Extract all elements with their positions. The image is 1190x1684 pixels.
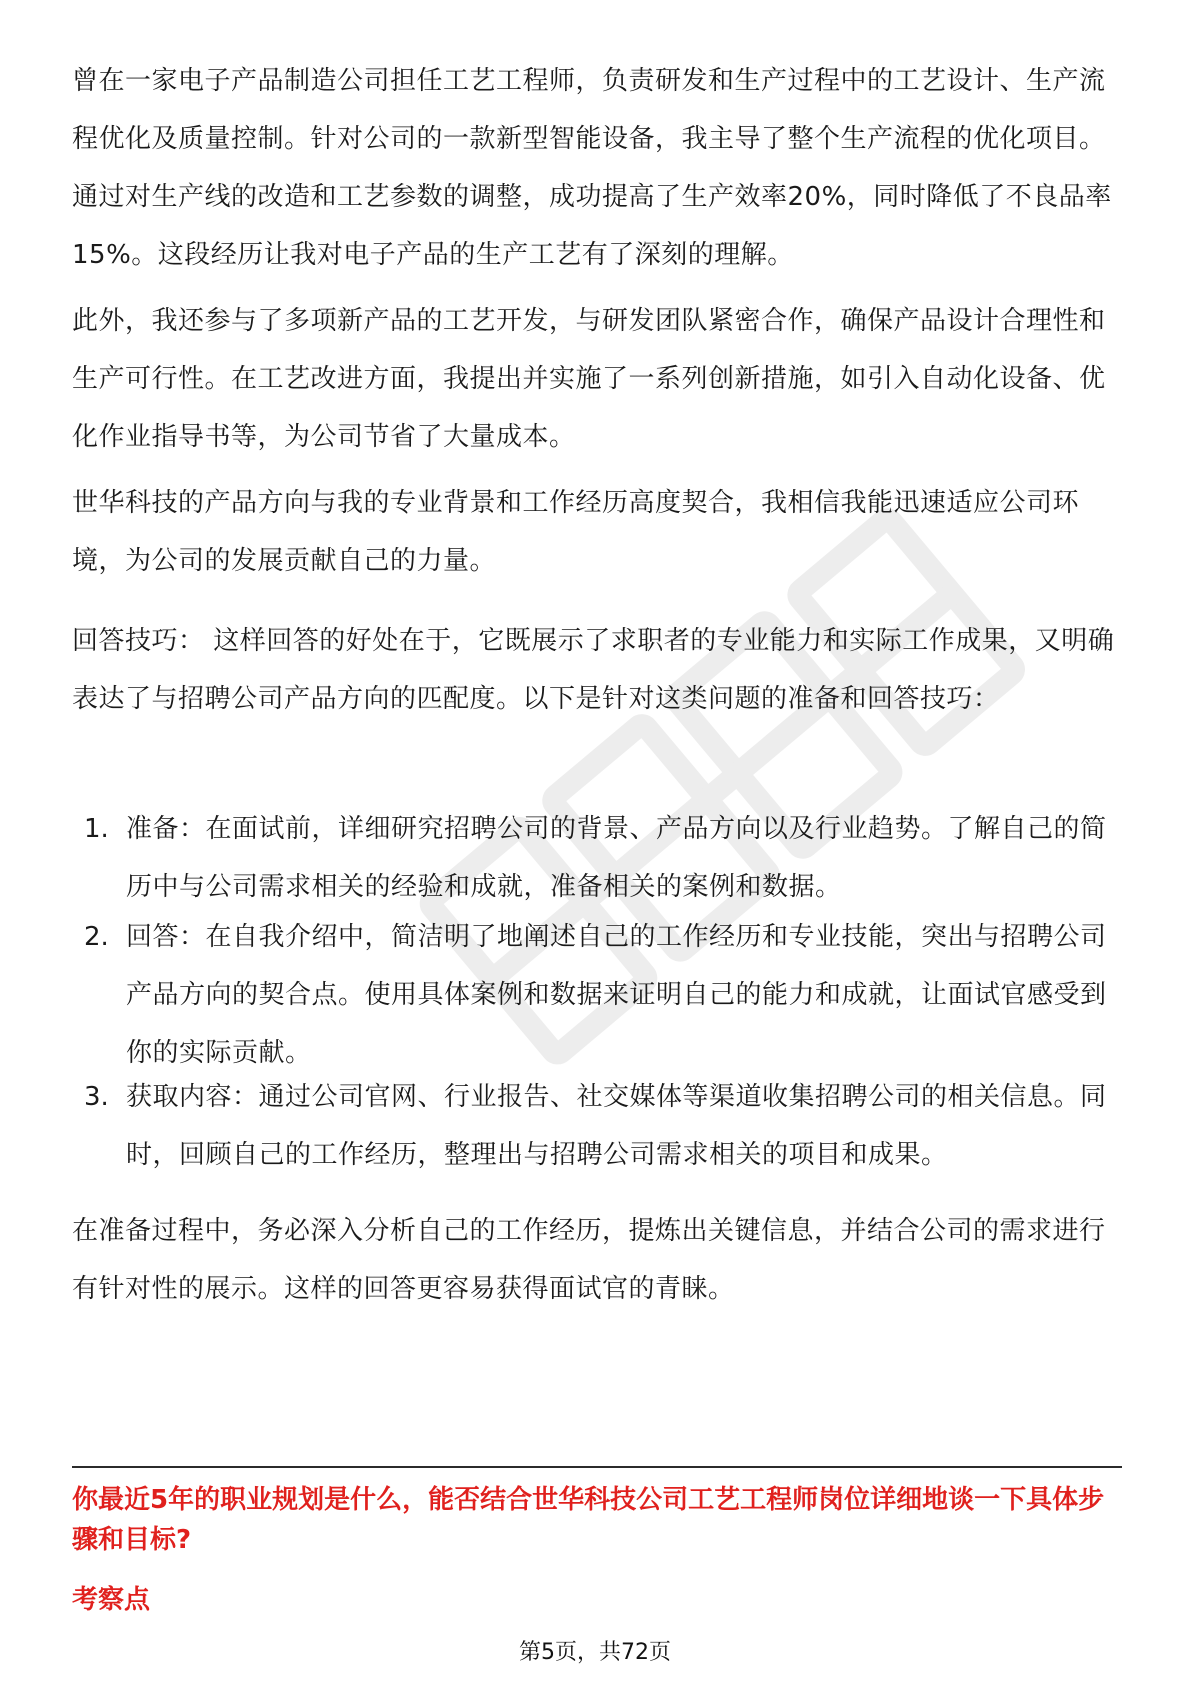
paragraph-answer-tips: 回答技巧： 这样回答的好处在于，它既展示了求职者的专业能力和实际工作成果，又明确表达了与招聘公司产品方向的匹配度。以下是针对这类问题的准备和回答技巧： [72,626,1115,714]
list-text: 获取内容：通过公司官网、行业报告、社交媒体等渠道收集招聘公司的相关信息。同时，回顾自己的工作经历，整理出与招聘公司需求相关的项目和成果。 [126,1082,1107,1170]
question-heading: 你最近5年的职业规划是什么，能否结合世华科技公司工艺工程师岗位详细地谈一下具体步骤和目标? [72,1485,1105,1555]
section-divider [72,1466,1122,1468]
paragraph-experience: 曾在一家电子产品制造公司担任工艺工程师，负责研发和生产过程中的工艺设计、生产流程优化及质量控制。针对公司的一款新型智能设备，我主导了整个生产流程的优化项目。通过对生产线的改造和工艺参数的调整，成功提高了生产效率20%，同时降低了不良品率15%。这段经历让我对电子产品的生产工艺有了深刻的理解。 [72,66,1112,270]
list-number: 3. [84,1082,109,1112]
section-heading: 考察点 [72,1585,151,1615]
page-footer: 第5页，共72页 [519,1640,671,1665]
paragraph-additional: 此外，我还参与了多项新产品的工艺开发，与研发团队紧密合作，确保产品设计合理性和生产可行性。在工艺改进方面，我提出并实施了一系列创新措施，如引入自动化设备、优化作业指导书等，为公司节省了大量成本。 [72,306,1106,452]
paragraph-fit: 世华科技的产品方向与我的专业背景和工作经历高度契合，我相信我能迅速适应公司环境，为公司的发展贡献自己的力量。 [72,488,1080,576]
list-number: 2. [84,922,109,952]
list-text: 准备：在面试前，详细研究招聘公司的背景、产品方向以及行业趋势。了解自己的简历中与公司需求相关的经验和成就，准备相关的案例和数据。 [126,814,1107,902]
list-text: 回答：在自我介绍中，简洁明了地阐述自己的工作经历和专业技能，突出与招聘公司产品方向的契合点。使用具体案例和数据来证明自己的能力和成就，让面试官感受到你的实际贡献。 [126,922,1107,1068]
paragraph-closing: 在准备过程中，务必深入分析自己的工作经历，提炼出关键信息，并结合公司的需求进行有针对性的展示。这样的回答更容易获得面试官的青睐。 [72,1216,1106,1304]
list-number: 1. [84,814,109,844]
